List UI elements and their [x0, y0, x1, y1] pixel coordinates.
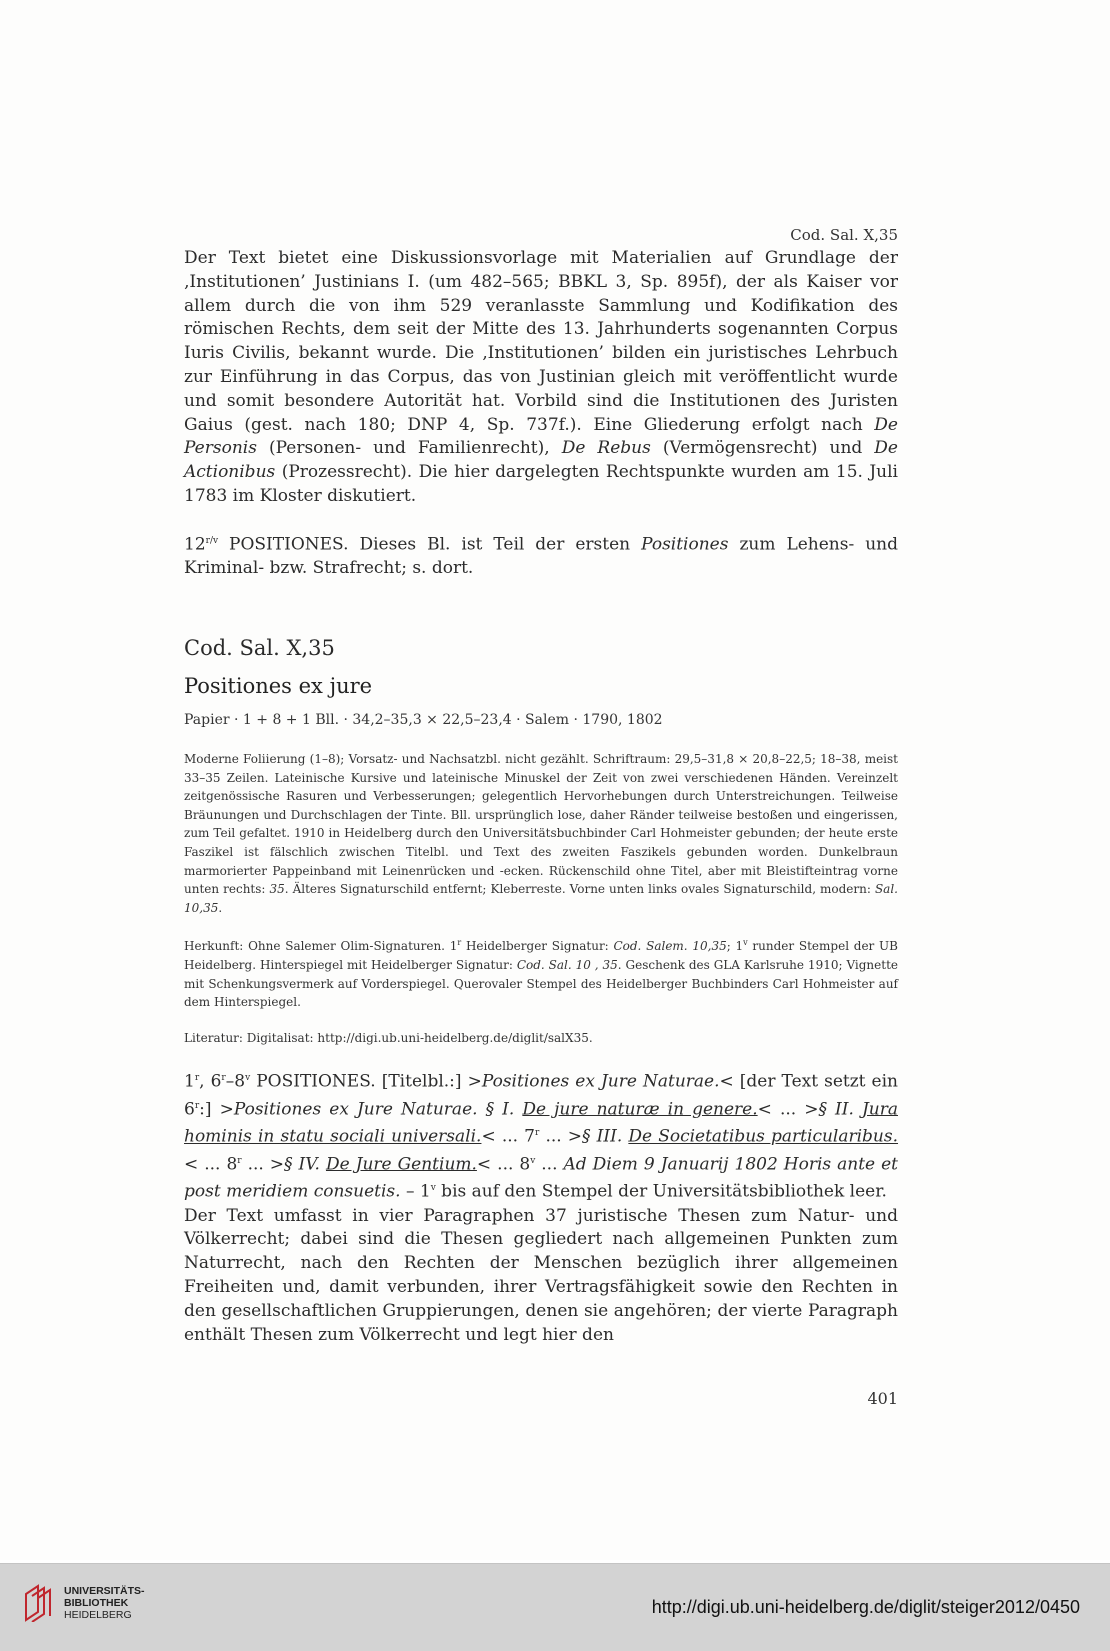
contents-paragraph: 1$^r$, 6$^r$–8$^v$ POSITIONES. [Titelbl.:] >Positiones ex Jure Naturae.< [der Text setzt ein $6^r$:] >Positiones ex Jure Naturae. § I. De jure naturæ in genere.< ... >§ II. Jura hominis in statu sociali universali.< ... 7$^r$ ... >§ III. De Societatibus particularibus.< ... 8$^r$ ... >§ IV. De Jure Gentium.< ... 8$^v$ ... Ad Diem 9 Januarij 1802 Horis ante et post meridiem consuetis. – 1$^v$ bis auf den Stempel der Universitätsbibliothek leer. — [184, 1071, 899, 1202]
physical-description: Moderne Foliierung (1–8); Vorsatz- und Nachsatzbl. nicht gezählt. Schriftraum: 29,5–31,8 × 20,8–22,5; 18–38, meist 33–35 Zeilen. Lateinische Kursive und lateinische Minuskel der Zeit von zwei verschiedenen Händen. Vereinzelt zeitgenössische Rasuren und Verbesserungen; gelegentlich Hervorhebungen durch Unterstreichungen. Teilweise Bräunungen und Durchschlagen der Tinte. Bll. ursprünglich lose, daher Ränder teilweise bestoßen und eingerissen, zum Teil gefaltet. 1910 in Heidelberg durch den Universitätsbuchbinder Carl Hohmeister gebunden; der heute erste Faszikel ist fälschlich zwischen Titelbl. und Text des zweiten Faszikels gebunden worden. Dunkelbraun marmorierter Pappeinband mit Leinenrücken und -ecken. Rückenschild ohne Titel, aber mit Bleistifteintrag vorne unten rechts: 35. Älteres Signaturschild entfernt; Kleberreste. Vorne unten links ovales Signaturschild, modern: Sal. 10,35. — [184, 752, 898, 915]
catalog-entry — [184, 636, 898, 1347]
entry-signature: Cod. Sal. X,35 — [184, 636, 335, 660]
positiones-note: $12^{r/v}$ POSITIONES. Dieses Bl. ist Teil der ersten Positiones zum Lehens- und Kriminal- bzw. Strafrecht; s. dort. — [184, 534, 898, 579]
viewer-footer — [0, 1563, 1110, 1651]
intro-paragraph: Der Text bietet eine Diskussionsvorlage mit Materialien auf Grundlage der ‚Institutionen’ Justinians I. (um 482–565; BBKL 3, Sp. 895f), der als Kaiser vor allem durch die von ihm 529 veranlasste Sammlung und Kodifikation des römischen Rechts, dem seit der Mitte des 13. Jahrhunderts sogenannten Corpus Iuris Civilis, bekannt wurde. Die ‚Institutionen’ bilden ein juristisches Lehrbuch zur Einführung in das Corpus, das von Justinian gleich mit veröffentlicht wurde und somit besondere Autorität hat. Vorbild sind die Institutionen des Juristen Gaius (gest. nach 180; DNP 4, Sp. 737f.). Eine Gliederung erfolgt nach De Personis (Personen- und Familienrecht), De Rebus (Vermögensrecht) und De Actionibus (Prozessrecht). Die hier dargelegten Rechtspunkte wurden am 15. Juli 1783 im Kloster diskutiert. — [184, 248, 898, 506]
intro-section — [184, 247, 898, 581]
library-name: UNIVERSITÄTS- BIBLIOTHEK HEIDELBERG — [64, 1585, 145, 1621]
provenance: Herkunft: Ohne Salemer Olim-Signaturen. 1$^r$ Heidelberger Signatur: Cod. Salem. 10,35; 1$^v$ runder Stempel der UB Heidelberg. Hinterspiegel mit Heidelberger Signatur: Cod. Sal. 10 , 35. Geschenk des GLA Karlsruhe 1910; Vignette mit Schenkungsvermerk auf Vorderspiegel. Querovaler Stempel des Heidelberger Buchbinders Carl Hohmeister auf dem Hinterspiegel. — [184, 938, 898, 1010]
entry-subline: Papier · 1 + 8 + 1 Bll. · 34,2–35,3 × 22,5–23,4 · Salem · 1790, 1802 — [184, 712, 663, 728]
library-logo-icon — [22, 1582, 62, 1622]
literature: Literatur: Digitalisat: http://digi.ub.uni-heidelberg.de/diglit/salX35. — [184, 1030, 593, 1045]
page-url-link[interactable]: http://digi.ub.uni-heidelberg.de/diglit/steiger2012/0450 — [651, 1597, 1080, 1617]
page-number: 401 — [867, 1389, 898, 1408]
summary-paragraph: Der Text umfasst in vier Paragraphen 37 juristische Thesen zum Natur- und Völkerrecht; dabei sind die Thesen gegliedert nach allgemeinen Punkten zum Naturrecht, nach den Rechten der Menschen bezüglich ihrer allgemeinen Freiheiten und, damit verbunden, ihrer Vertragsfähigkeit sowie den Rechten in den gesellschaftlichen Gruppierungen, denen sie angehören; der vierte Paragraph enthält Thesen zum Völkerrecht und legt hier den — [184, 1205, 898, 1345]
entry-title: Positiones ex jure — [184, 674, 373, 698]
running-head: Cod. Sal. X,35 — [790, 226, 898, 244]
